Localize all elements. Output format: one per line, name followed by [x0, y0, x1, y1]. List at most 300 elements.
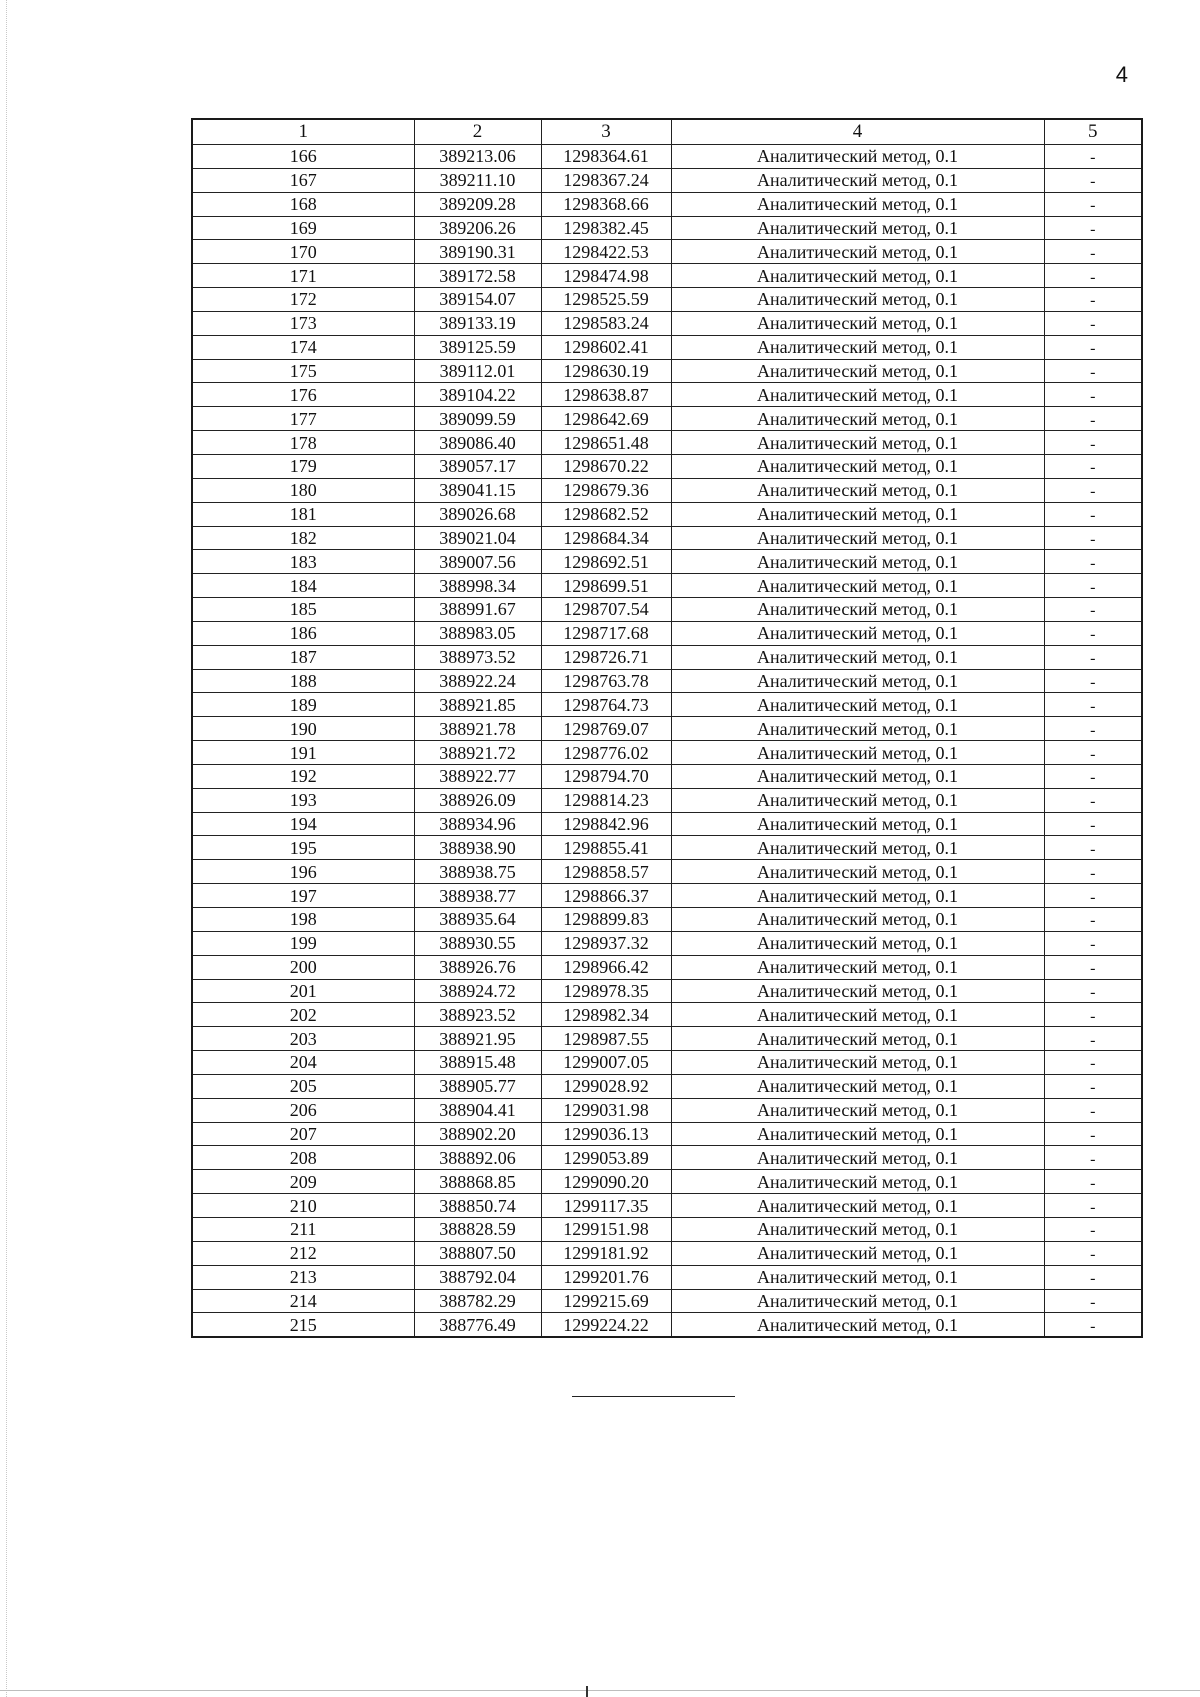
x-coordinate-cell: 388926.76: [414, 955, 541, 979]
y-coordinate-cell: 1298937.32: [541, 931, 671, 955]
point-number-cell: 191: [192, 741, 414, 765]
point-number-cell: 201: [192, 979, 414, 1003]
y-coordinate-cell: 1298987.55: [541, 1027, 671, 1051]
point-number-cell: 183: [192, 550, 414, 574]
note-cell: -: [1044, 790, 1142, 814]
note-cell: -: [1044, 1291, 1142, 1315]
x-coordinate-cell: 389112.01: [414, 359, 541, 383]
table-row: [192, 1027, 1142, 1051]
y-coordinate-cell: 1298602.41: [541, 335, 671, 359]
method-cell: Аналитический метод, 0.1: [671, 168, 1044, 192]
table-row: [192, 502, 1142, 526]
y-coordinate-cell: 1298707.54: [541, 598, 671, 622]
column-header-1: 1: [192, 119, 414, 145]
y-coordinate-cell: 1298866.37: [541, 884, 671, 908]
y-coordinate-cell: 1298692.51: [541, 550, 671, 574]
x-coordinate-cell: 389104.22: [414, 383, 541, 407]
table-row: [192, 621, 1142, 645]
table-row: [192, 598, 1142, 622]
note-cell: -: [1044, 766, 1142, 790]
y-coordinate-cell: 1298769.07: [541, 717, 671, 741]
point-number-cell: 180: [192, 478, 414, 502]
table-row: [192, 454, 1142, 478]
x-coordinate-cell: 388915.48: [414, 1051, 541, 1075]
note-cell: -: [1044, 409, 1142, 433]
x-coordinate-cell: 388828.59: [414, 1217, 541, 1241]
table-row: [192, 764, 1142, 788]
method-cell: Аналитический метод, 0.1: [671, 192, 1044, 216]
method-cell: Аналитический метод, 0.1: [671, 1313, 1044, 1337]
method-cell: Аналитический метод, 0.1: [671, 145, 1044, 169]
table-row: [192, 1313, 1142, 1337]
y-coordinate-cell: 1298651.48: [541, 431, 671, 455]
note-cell: -: [1044, 504, 1142, 528]
column-header-2: 2: [414, 119, 541, 145]
x-coordinate-cell: 389213.06: [414, 145, 541, 169]
x-coordinate-cell: 389099.59: [414, 407, 541, 431]
method-cell: Аналитический метод, 0.1: [671, 955, 1044, 979]
note-cell: -: [1044, 480, 1142, 504]
y-coordinate-cell: 1298763.78: [541, 669, 671, 693]
note-cell: -: [1044, 600, 1142, 624]
note-cell: -: [1044, 218, 1142, 242]
table-row: [192, 526, 1142, 550]
table-row: [192, 645, 1142, 669]
x-coordinate-cell: 389026.68: [414, 502, 541, 526]
x-coordinate-cell: 388922.77: [414, 764, 541, 788]
x-coordinate-cell: 388850.74: [414, 1194, 541, 1218]
table-row: [192, 192, 1142, 216]
note-cell: -: [1044, 1172, 1142, 1196]
note-cell: -: [1044, 957, 1142, 981]
table-row: [192, 836, 1142, 860]
method-cell: Аналитический метод, 0.1: [671, 1241, 1044, 1265]
note-cell: -: [1044, 170, 1142, 194]
x-coordinate-cell: 388938.77: [414, 884, 541, 908]
x-coordinate-cell: 388924.72: [414, 979, 541, 1003]
method-cell: Аналитический метод, 0.1: [671, 502, 1044, 526]
note-cell: -: [1044, 266, 1142, 290]
method-cell: Аналитический метод, 0.1: [671, 598, 1044, 622]
table-row: [192, 264, 1142, 288]
method-cell: Аналитический метод, 0.1: [671, 431, 1044, 455]
point-number-cell: 193: [192, 788, 414, 812]
point-number-cell: 203: [192, 1027, 414, 1051]
point-number-cell: 209: [192, 1170, 414, 1194]
point-number-cell: 196: [192, 860, 414, 884]
end-of-table-rule: [572, 1396, 735, 1397]
table-row: [192, 669, 1142, 693]
method-cell: Аналитический метод, 0.1: [671, 240, 1044, 264]
x-coordinate-cell: 389021.04: [414, 526, 541, 550]
coordinates-table-container: [191, 118, 1141, 1338]
point-number-cell: 181: [192, 502, 414, 526]
table-row: [192, 1098, 1142, 1122]
y-coordinate-cell: 1298682.52: [541, 502, 671, 526]
method-cell: Аналитический метод, 0.1: [671, 1265, 1044, 1289]
table-row: [192, 884, 1142, 908]
note-cell: -: [1044, 552, 1142, 576]
y-coordinate-cell: 1298364.61: [541, 145, 671, 169]
note-cell: -: [1044, 647, 1142, 671]
point-number-cell: 204: [192, 1051, 414, 1075]
y-coordinate-cell: 1298794.70: [541, 764, 671, 788]
method-cell: Аналитический метод, 0.1: [671, 216, 1044, 240]
method-cell: Аналитический метод, 0.1: [671, 1146, 1044, 1170]
table-row: [192, 359, 1142, 383]
note-cell: -: [1044, 1267, 1142, 1291]
x-coordinate-cell: 389211.10: [414, 168, 541, 192]
table-row: [192, 145, 1142, 169]
y-coordinate-cell: 1298642.69: [541, 407, 671, 431]
note-cell: -: [1044, 743, 1142, 767]
note-cell: -: [1044, 719, 1142, 743]
point-number-cell: 176: [192, 383, 414, 407]
method-cell: Аналитический метод, 0.1: [671, 741, 1044, 765]
x-coordinate-cell: 388930.55: [414, 931, 541, 955]
table-row: [192, 812, 1142, 836]
column-header-5: 5: [1044, 119, 1142, 145]
note-cell: -: [1044, 1029, 1142, 1053]
method-cell: Аналитический метод, 0.1: [671, 931, 1044, 955]
table-row: [192, 955, 1142, 979]
point-number-cell: 186: [192, 621, 414, 645]
x-coordinate-cell: 389172.58: [414, 264, 541, 288]
method-cell: Аналитический метод, 0.1: [671, 979, 1044, 1003]
y-coordinate-cell: 1298699.51: [541, 574, 671, 598]
method-cell: Аналитический метод, 0.1: [671, 1289, 1044, 1313]
x-coordinate-cell: 388905.77: [414, 1074, 541, 1098]
y-coordinate-cell: 1298630.19: [541, 359, 671, 383]
y-coordinate-cell: 1299090.20: [541, 1170, 671, 1194]
table-row: [192, 979, 1142, 1003]
x-coordinate-cell: 388922.24: [414, 669, 541, 693]
x-coordinate-cell: 389206.26: [414, 216, 541, 240]
table-row: [192, 431, 1142, 455]
method-cell: Аналитический метод, 0.1: [671, 860, 1044, 884]
note-cell: -: [1044, 361, 1142, 385]
x-coordinate-cell: 388991.67: [414, 598, 541, 622]
x-coordinate-cell: 388904.41: [414, 1098, 541, 1122]
point-number-cell: 213: [192, 1265, 414, 1289]
method-cell: Аналитический метод, 0.1: [671, 717, 1044, 741]
point-number-cell: 172: [192, 288, 414, 312]
y-coordinate-cell: 1298776.02: [541, 741, 671, 765]
note-cell: -: [1044, 623, 1142, 647]
x-coordinate-cell: 388892.06: [414, 1146, 541, 1170]
table-row: [192, 335, 1142, 359]
note-cell: -: [1044, 886, 1142, 910]
method-cell: Аналитический метод, 0.1: [671, 1027, 1044, 1051]
point-number-cell: 169: [192, 216, 414, 240]
method-cell: Аналитический метод, 0.1: [671, 669, 1044, 693]
method-cell: Аналитический метод, 0.1: [671, 645, 1044, 669]
point-number-cell: 211: [192, 1217, 414, 1241]
table-row: [192, 1003, 1142, 1027]
x-coordinate-cell: 388776.49: [414, 1313, 541, 1337]
point-number-cell: 192: [192, 764, 414, 788]
note-cell: -: [1044, 385, 1142, 409]
point-number-cell: 185: [192, 598, 414, 622]
y-coordinate-cell: 1298525.59: [541, 288, 671, 312]
table-row: [192, 908, 1142, 932]
y-coordinate-cell: 1298717.68: [541, 621, 671, 645]
point-number-cell: 205: [192, 1074, 414, 1098]
y-coordinate-cell: 1298583.24: [541, 311, 671, 335]
point-number-cell: 171: [192, 264, 414, 288]
table-row: [192, 288, 1142, 312]
y-coordinate-cell: 1299224.22: [541, 1313, 671, 1337]
table-row: [192, 931, 1142, 955]
note-cell: -: [1044, 1315, 1142, 1339]
point-number-cell: 212: [192, 1241, 414, 1265]
note-cell: -: [1044, 838, 1142, 862]
table-row: [192, 311, 1142, 335]
x-coordinate-cell: 389125.59: [414, 335, 541, 359]
y-coordinate-cell: 1298842.96: [541, 812, 671, 836]
point-number-cell: 177: [192, 407, 414, 431]
x-coordinate-cell: 388983.05: [414, 621, 541, 645]
note-cell: -: [1044, 1100, 1142, 1124]
note-cell: -: [1044, 313, 1142, 337]
method-cell: Аналитический метод, 0.1: [671, 764, 1044, 788]
y-coordinate-cell: 1298726.71: [541, 645, 671, 669]
y-coordinate-cell: 1298367.24: [541, 168, 671, 192]
method-cell: Аналитический метод, 0.1: [671, 335, 1044, 359]
x-coordinate-cell: 388921.85: [414, 693, 541, 717]
table-row: [192, 860, 1142, 884]
method-cell: Аналитический метод, 0.1: [671, 1003, 1044, 1027]
x-coordinate-cell: 388935.64: [414, 908, 541, 932]
note-cell: -: [1044, 242, 1142, 266]
y-coordinate-cell: 1298982.34: [541, 1003, 671, 1027]
note-cell: -: [1044, 862, 1142, 886]
x-coordinate-cell: 388926.09: [414, 788, 541, 812]
method-cell: Аналитический метод, 0.1: [671, 812, 1044, 836]
y-coordinate-cell: 1298422.53: [541, 240, 671, 264]
point-number-cell: 179: [192, 454, 414, 478]
point-number-cell: 208: [192, 1146, 414, 1170]
point-number-cell: 175: [192, 359, 414, 383]
table-row: [192, 168, 1142, 192]
note-cell: -: [1044, 1005, 1142, 1029]
note-cell: -: [1044, 433, 1142, 457]
table-row: [192, 550, 1142, 574]
x-coordinate-cell: 389190.31: [414, 240, 541, 264]
scan-edge-left: [6, 0, 7, 1697]
point-number-cell: 188: [192, 669, 414, 693]
point-number-cell: 202: [192, 1003, 414, 1027]
scan-mark: [586, 1686, 588, 1697]
x-coordinate-cell: 388973.52: [414, 645, 541, 669]
note-cell: -: [1044, 147, 1142, 171]
note-cell: -: [1044, 695, 1142, 719]
note-cell: -: [1044, 1076, 1142, 1100]
y-coordinate-cell: 1298855.41: [541, 836, 671, 860]
y-coordinate-cell: 1298670.22: [541, 454, 671, 478]
point-number-cell: 207: [192, 1122, 414, 1146]
y-coordinate-cell: 1299028.92: [541, 1074, 671, 1098]
note-cell: -: [1044, 528, 1142, 552]
coordinates-table: [191, 118, 1143, 1338]
scan-edge-bottom: [0, 1690, 1200, 1691]
method-cell: Аналитический метод, 0.1: [671, 574, 1044, 598]
x-coordinate-cell: 389209.28: [414, 192, 541, 216]
point-number-cell: 198: [192, 908, 414, 932]
method-cell: Аналитический метод, 0.1: [671, 407, 1044, 431]
x-coordinate-cell: 388938.75: [414, 860, 541, 884]
y-coordinate-cell: 1299215.69: [541, 1289, 671, 1313]
x-coordinate-cell: 389007.56: [414, 550, 541, 574]
table-header: [192, 119, 1142, 145]
x-coordinate-cell: 389133.19: [414, 311, 541, 335]
x-coordinate-cell: 388923.52: [414, 1003, 541, 1027]
table-row: [192, 1289, 1142, 1313]
method-cell: Аналитический метод, 0.1: [671, 788, 1044, 812]
note-cell: -: [1044, 337, 1142, 361]
table-row: [192, 216, 1142, 240]
method-cell: Аналитический метод, 0.1: [671, 1194, 1044, 1218]
point-number-cell: 215: [192, 1313, 414, 1337]
x-coordinate-cell: 389154.07: [414, 288, 541, 312]
table-header-row: [192, 119, 1142, 145]
table-row: [192, 478, 1142, 502]
point-number-cell: 214: [192, 1289, 414, 1313]
y-coordinate-cell: 1299053.89: [541, 1146, 671, 1170]
y-coordinate-cell: 1298382.45: [541, 216, 671, 240]
x-coordinate-cell: 388792.04: [414, 1265, 541, 1289]
table-row: [192, 383, 1142, 407]
y-coordinate-cell: 1298858.57: [541, 860, 671, 884]
table-row: [192, 1170, 1142, 1194]
note-cell: -: [1044, 456, 1142, 480]
table-body: [192, 145, 1142, 1338]
table-row: [192, 574, 1142, 598]
point-number-cell: 190: [192, 717, 414, 741]
x-coordinate-cell: 389057.17: [414, 454, 541, 478]
y-coordinate-cell: 1298679.36: [541, 478, 671, 502]
y-coordinate-cell: 1298684.34: [541, 526, 671, 550]
method-cell: Аналитический метод, 0.1: [671, 1098, 1044, 1122]
y-coordinate-cell: 1298764.73: [541, 693, 671, 717]
x-coordinate-cell: 389041.15: [414, 478, 541, 502]
note-cell: -: [1044, 981, 1142, 1005]
y-coordinate-cell: 1298966.42: [541, 955, 671, 979]
x-coordinate-cell: 388782.29: [414, 1289, 541, 1313]
method-cell: Аналитический метод, 0.1: [671, 621, 1044, 645]
column-header-3: 3: [541, 119, 671, 145]
method-cell: Аналитический метод, 0.1: [671, 288, 1044, 312]
y-coordinate-cell: 1299117.35: [541, 1194, 671, 1218]
x-coordinate-cell: 389086.40: [414, 431, 541, 455]
y-coordinate-cell: 1299201.76: [541, 1265, 671, 1289]
y-coordinate-cell: 1298814.23: [541, 788, 671, 812]
table-row: [192, 693, 1142, 717]
point-number-cell: 195: [192, 836, 414, 860]
table-row: [192, 1074, 1142, 1098]
x-coordinate-cell: 388902.20: [414, 1122, 541, 1146]
method-cell: Аналитический метод, 0.1: [671, 526, 1044, 550]
method-cell: Аналитический метод, 0.1: [671, 908, 1044, 932]
method-cell: Аналитический метод, 0.1: [671, 264, 1044, 288]
table-row: [192, 240, 1142, 264]
note-cell: -: [1044, 1219, 1142, 1243]
method-cell: Аналитический метод, 0.1: [671, 836, 1044, 860]
point-number-cell: 189: [192, 693, 414, 717]
table-row: [192, 1194, 1142, 1218]
note-cell: -: [1044, 910, 1142, 934]
note-cell: -: [1044, 1124, 1142, 1148]
y-coordinate-cell: 1298978.35: [541, 979, 671, 1003]
note-cell: -: [1044, 576, 1142, 600]
note-cell: -: [1044, 671, 1142, 695]
method-cell: Аналитический метод, 0.1: [671, 478, 1044, 502]
point-number-cell: 194: [192, 812, 414, 836]
point-number-cell: 167: [192, 168, 414, 192]
point-number-cell: 173: [192, 311, 414, 335]
method-cell: Аналитический метод, 0.1: [671, 1122, 1044, 1146]
point-number-cell: 166: [192, 145, 414, 169]
point-number-cell: 199: [192, 931, 414, 955]
table-row: [192, 407, 1142, 431]
point-number-cell: 200: [192, 955, 414, 979]
note-cell: -: [1044, 290, 1142, 314]
method-cell: Аналитический метод, 0.1: [671, 1051, 1044, 1075]
y-coordinate-cell: 1298899.83: [541, 908, 671, 932]
table-row: [192, 741, 1142, 765]
method-cell: Аналитический метод, 0.1: [671, 1170, 1044, 1194]
method-cell: Аналитический метод, 0.1: [671, 454, 1044, 478]
table-row: [192, 1146, 1142, 1170]
x-coordinate-cell: 388938.90: [414, 836, 541, 860]
note-cell: -: [1044, 933, 1142, 957]
y-coordinate-cell: 1298474.98: [541, 264, 671, 288]
point-number-cell: 178: [192, 431, 414, 455]
x-coordinate-cell: 388921.95: [414, 1027, 541, 1051]
x-coordinate-cell: 388998.34: [414, 574, 541, 598]
x-coordinate-cell: 388921.78: [414, 717, 541, 741]
table-row: [192, 1122, 1142, 1146]
method-cell: Аналитический метод, 0.1: [671, 1074, 1044, 1098]
y-coordinate-cell: 1299031.98: [541, 1098, 671, 1122]
point-number-cell: 210: [192, 1194, 414, 1218]
y-coordinate-cell: 1299181.92: [541, 1241, 671, 1265]
point-number-cell: 168: [192, 192, 414, 216]
x-coordinate-cell: 388807.50: [414, 1241, 541, 1265]
x-coordinate-cell: 388868.85: [414, 1170, 541, 1194]
method-cell: Аналитический метод, 0.1: [671, 1217, 1044, 1241]
table-row: [192, 1265, 1142, 1289]
y-coordinate-cell: 1299007.05: [541, 1051, 671, 1075]
table-row: [192, 788, 1142, 812]
point-number-cell: 174: [192, 335, 414, 359]
y-coordinate-cell: 1298368.66: [541, 192, 671, 216]
method-cell: Аналитический метод, 0.1: [671, 383, 1044, 407]
note-cell: -: [1044, 1196, 1142, 1220]
y-coordinate-cell: 1298638.87: [541, 383, 671, 407]
table-row: [192, 717, 1142, 741]
x-coordinate-cell: 388921.72: [414, 741, 541, 765]
y-coordinate-cell: 1299036.13: [541, 1122, 671, 1146]
y-coordinate-cell: 1299151.98: [541, 1217, 671, 1241]
point-number-cell: 184: [192, 574, 414, 598]
column-header-4: 4: [671, 119, 1044, 145]
note-cell: -: [1044, 814, 1142, 838]
point-number-cell: 187: [192, 645, 414, 669]
note-cell: -: [1044, 194, 1142, 218]
method-cell: Аналитический метод, 0.1: [671, 884, 1044, 908]
point-number-cell: 206: [192, 1098, 414, 1122]
